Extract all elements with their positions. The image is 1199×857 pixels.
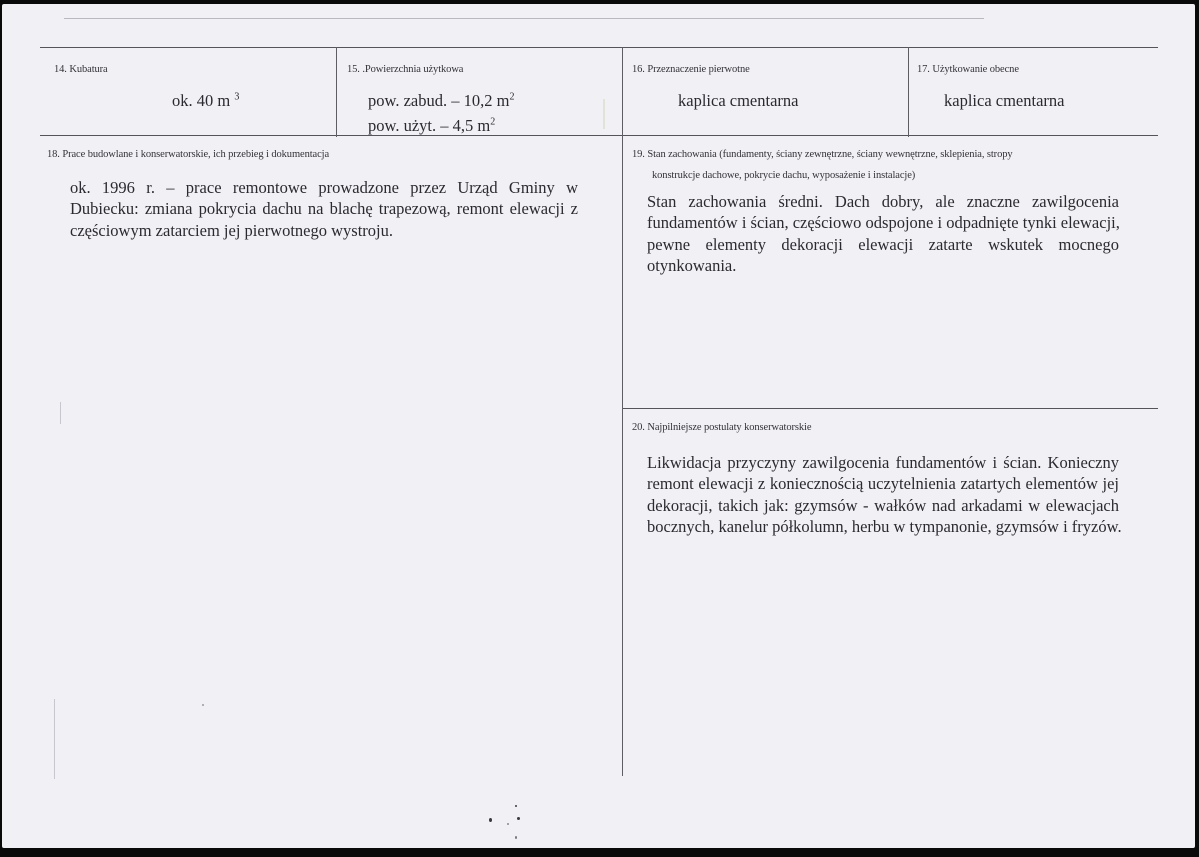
section-17-value: kaplica cmentarna [944, 91, 1065, 110]
divider-18-19 [622, 135, 623, 776]
section-20-text [647, 452, 1122, 537]
section-16-value: kaplica cmentarna [678, 91, 799, 110]
scan-artifact-line [603, 99, 605, 129]
section20-top-rule [622, 408, 1158, 409]
section-15-line-1 [368, 91, 514, 111]
divider-16-17 [908, 47, 909, 137]
scan-speck [489, 818, 492, 822]
table-top-rule [40, 47, 1158, 48]
divider-15-16 [622, 47, 623, 137]
section-15-line-1-sup: 2 [509, 91, 515, 103]
scan-speck [202, 704, 204, 706]
section-16-label: 16. Przeznaczenie pierwotne [632, 64, 750, 75]
section-20-label: 20. Najpilniejsze postulaty konserwatorskie [632, 422, 812, 433]
section-19-label-line-1: 19. Stan zachowania (fundamenty, ściany zewnętrzne, ściany wewnętrzne, sklepienia, stropy [632, 149, 1013, 160]
scan-artifact-line [60, 402, 61, 424]
scan-speck [515, 836, 517, 839]
section-20-line: Likwidacja przyczyny zawilgocenia fundamentów i ścian. Konieczny [647, 453, 1119, 472]
section-15-line-2 [368, 116, 495, 136]
section-20-line: dekoracji, takich jak: gzymsów - wałków nad arkadami w elewacjach [647, 495, 1119, 515]
section-15-line-1-text: pow. zabud. – 10,2 m [368, 91, 510, 110]
scan-speck [507, 823, 509, 825]
section-18-line: ok. 1996 r. – prace remontowe prowadzone przez Urząd Gminy w [70, 178, 578, 197]
section-14-value-text: ok. 40 m [172, 91, 231, 110]
section-17-label: 17. Użytkowanie obecne [917, 64, 1019, 75]
section-14-label: 14. Kubatura [54, 64, 108, 75]
section-18-line: Dubiecku: zmiana pokrycia dachu na blachę trapezową, remont elewacji z [70, 199, 578, 219]
section-20-line: remont elewacji z koniecznością uczytelnienia zatartych elementów jej [647, 474, 1119, 494]
top-faint-rule [64, 18, 984, 19]
section-14-value [172, 91, 239, 111]
scan-speck [517, 817, 520, 820]
section-19-line: fundamentów i ścian, częściowo odspojone i odpadnięte tynki elewacji, [647, 213, 1120, 233]
section-15-label: 15. .Powierzchnia użytkowa [347, 64, 464, 75]
scanned-form-page [2, 4, 1195, 848]
row1-bottom-rule [40, 135, 1158, 136]
section-18-line: częściowym zatarciem jej pierwotnego wystroju. [70, 220, 394, 240]
section-19-text [647, 191, 1119, 276]
scan-speck [515, 805, 517, 807]
section-18-text [70, 177, 578, 241]
section-20-line: bocznych, kanelur półkolumn, herbu w tympanonie, gzymsów i fryzów. [647, 516, 1122, 536]
section-19-line: Stan zachowania średni. Dach dobry, ale znaczne zawilgocenia [647, 192, 1119, 211]
section-14-value-sup: 3 [234, 91, 240, 103]
section-19-label-line-2: konstrukcje dachowe, pokrycie dachu, wyposażenie i instalacje) [652, 170, 916, 181]
section-19-line: otynkowania. [647, 255, 737, 275]
divider-14-15 [336, 47, 337, 137]
section-15-line-2-sup: 2 [490, 116, 496, 128]
section-19-line: pewne elementy dekoracji elewacji zatarte wskutek mocnego [647, 234, 1119, 254]
section-15-line-2-text: pow. użyt. – 4,5 m [368, 116, 491, 135]
section-18-label: 18. Prace budowlane i konserwatorskie, ich przebieg i dokumentacja [47, 149, 330, 160]
scan-artifact-line [54, 699, 55, 779]
